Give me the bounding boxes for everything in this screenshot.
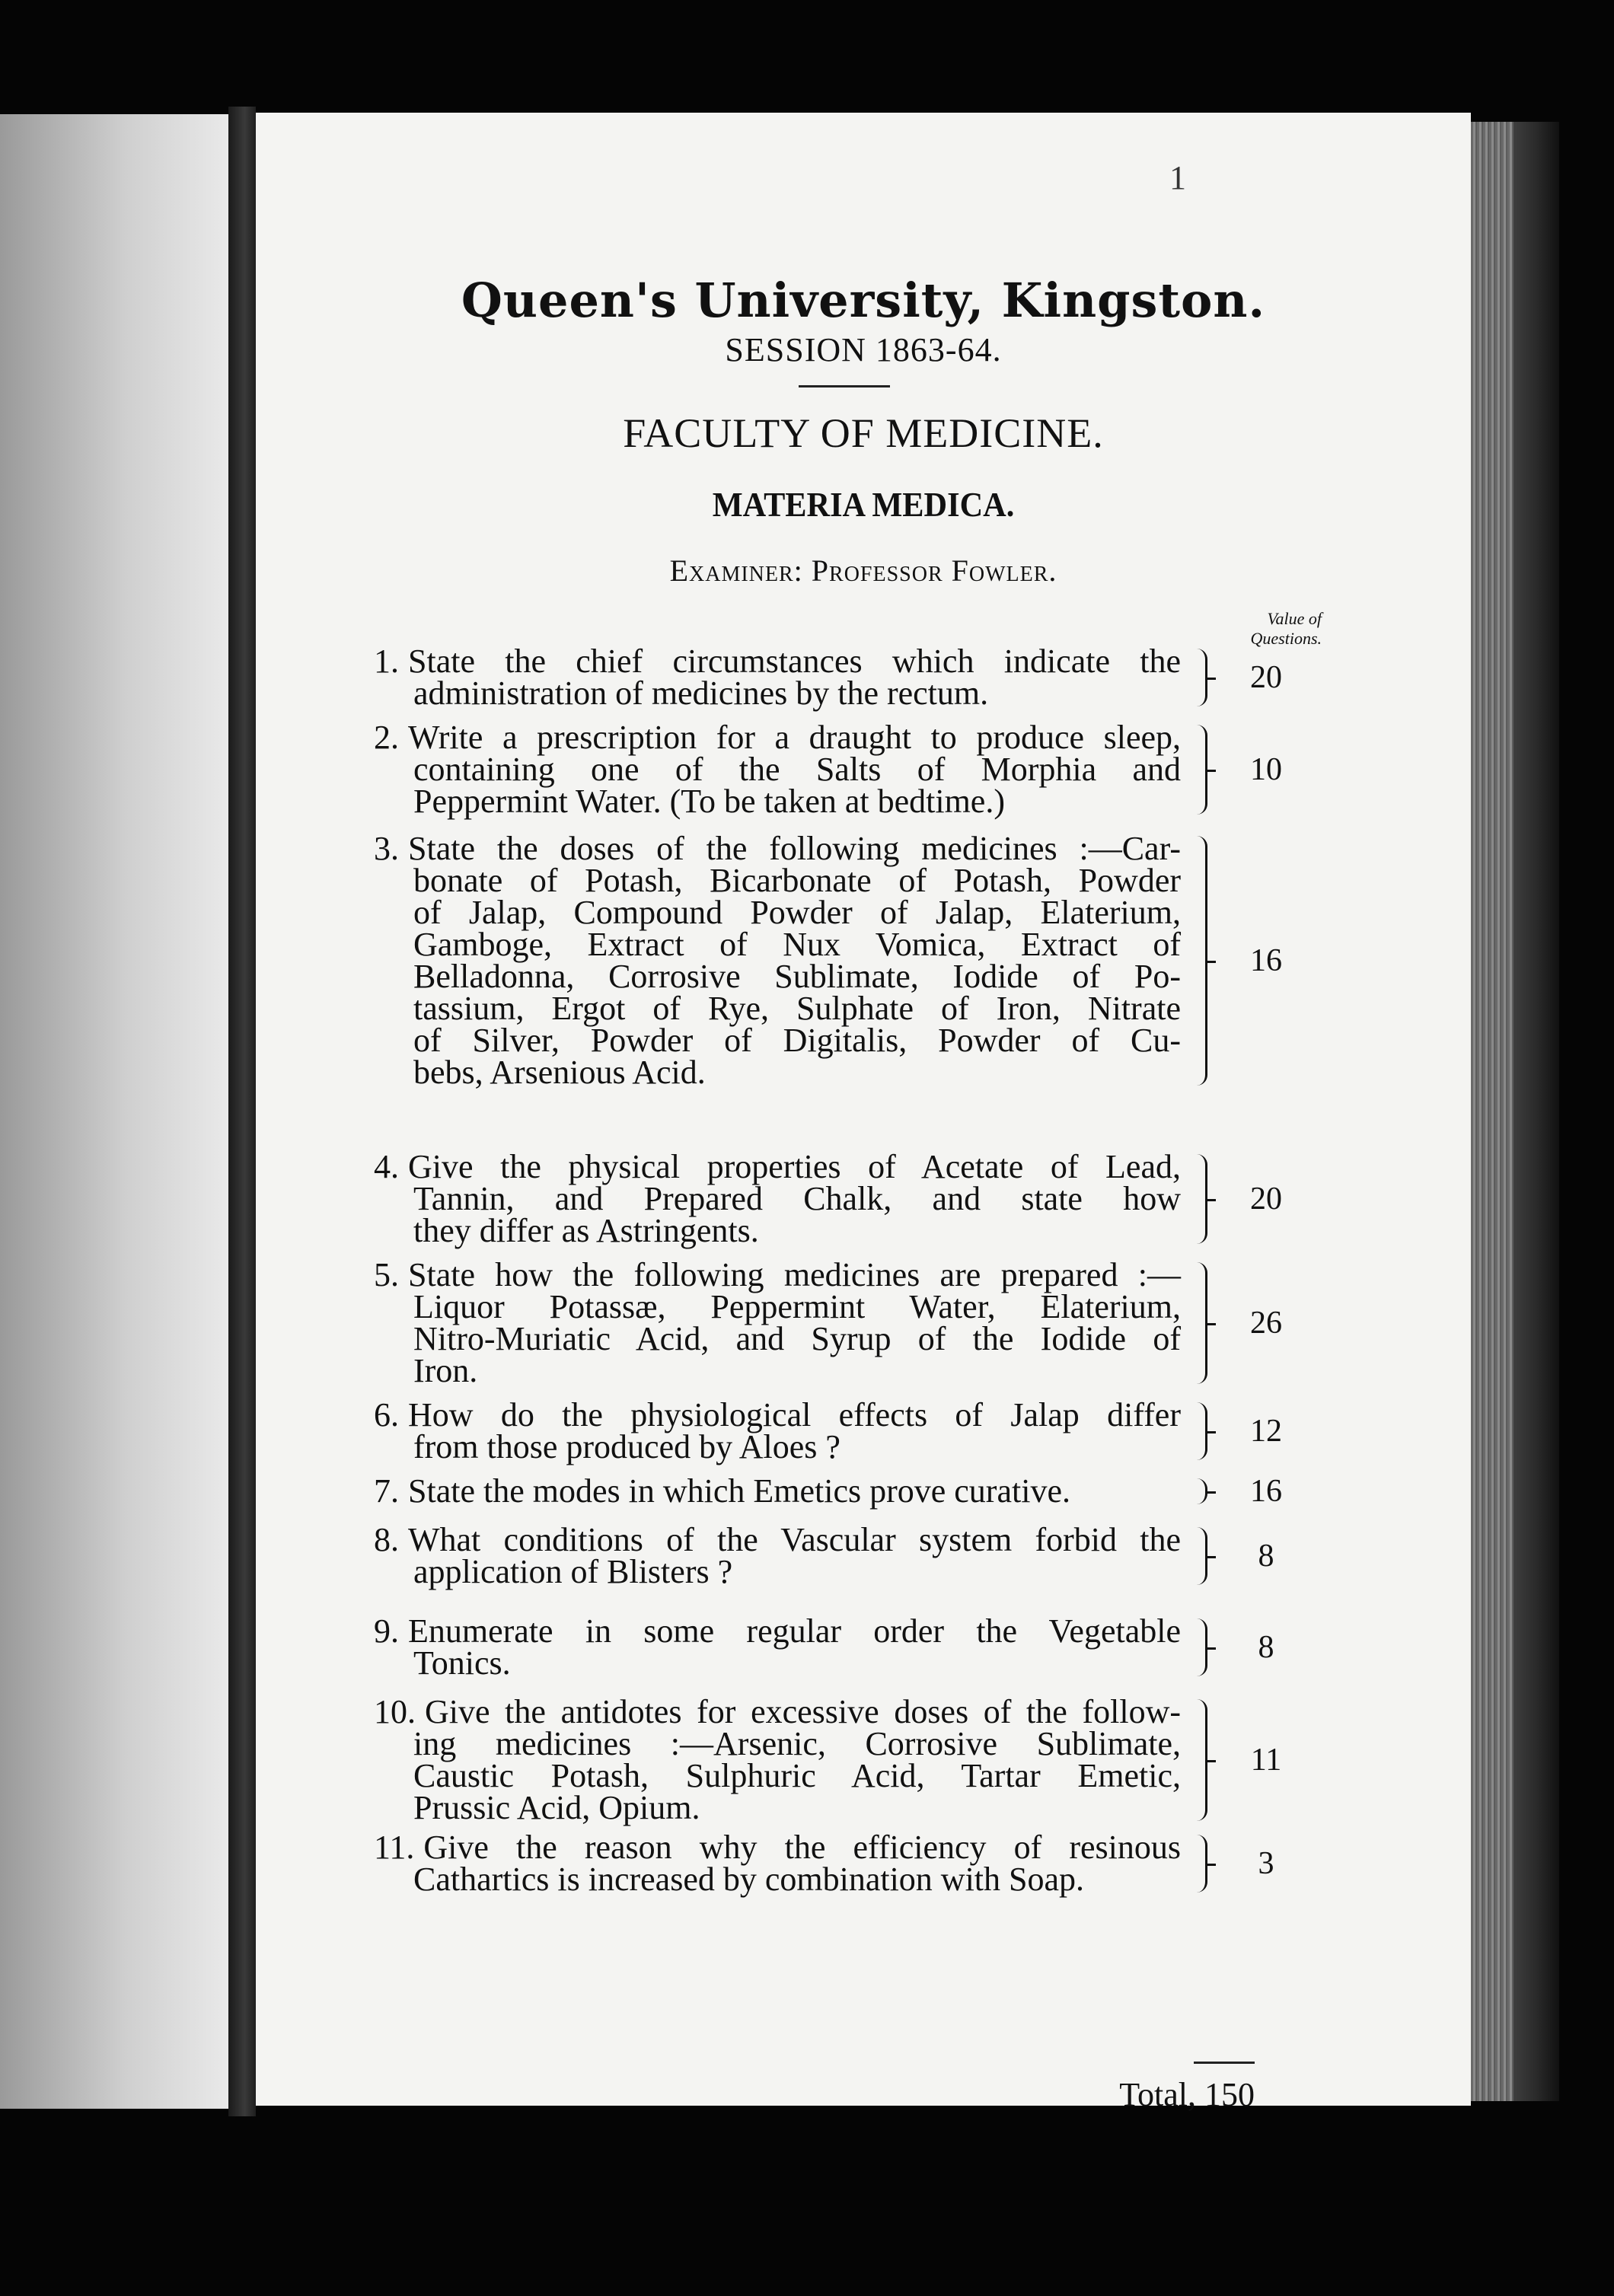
brace-mark: [1195, 1527, 1207, 1585]
question-value: 12: [1250, 1414, 1282, 1449]
question-line: Iron.: [413, 1352, 478, 1389]
examiner-line: Examiner: Professor Fowler.: [669, 553, 1057, 588]
book-cover-edge: [1514, 122, 1559, 2101]
value-heading-line2: Questions.: [1250, 629, 1322, 648]
document-page: [256, 113, 1471, 2113]
question-line: State the modes in which Emetics prove curative.: [408, 1472, 1070, 1510]
question-text: [374, 1396, 1181, 1465]
question-item: [374, 830, 1440, 1091]
question-line: Cathartics is increased by combination with Soap.: [413, 1861, 1085, 1898]
question-line: application of Blisters ?: [413, 1553, 733, 1590]
question-line: Gamboge, Extract of Nux Vomica, Extract of: [413, 926, 1181, 963]
question-line: administration of medicines by the rectum.: [413, 674, 989, 712]
question-line: State how the following medicines are prepared :—: [408, 1256, 1181, 1293]
question-line: from those produced by Aloes ?: [413, 1428, 840, 1465]
question-line: Tannin, and Prepared Chalk, and state how: [413, 1180, 1181, 1217]
brace-mark: [1195, 1402, 1207, 1460]
question-line: State the chief circumstances which indicate the: [408, 643, 1181, 680]
question-value: 20: [1250, 660, 1282, 695]
page-stack-edge: [1471, 122, 1514, 2101]
question-text: [374, 1829, 1181, 1898]
question-value: 16: [1250, 943, 1282, 978]
question-line: Nitro-Muriatic Acid, and Syrup of the Iodide of: [413, 1320, 1181, 1357]
question-item: [374, 1612, 1440, 1682]
question-number: 2.: [374, 719, 399, 756]
question-text: [374, 1521, 1181, 1590]
question-first-line: [374, 1612, 1181, 1650]
question-value: 8: [1258, 1539, 1274, 1574]
question-line: Prussic Acid, Opium.: [413, 1789, 700, 1826]
question-line: they differ as Astringents.: [413, 1212, 759, 1249]
question-item: [374, 1256, 1440, 1389]
question-line: What conditions of the Vascular system forbid the: [408, 1521, 1181, 1558]
question-first-line: [374, 1472, 1181, 1510]
page-mark: 1: [1169, 159, 1186, 196]
question-line: Enumerate in some regular order the Vegetable: [408, 1612, 1181, 1650]
question-number: 1.: [374, 643, 399, 680]
question-value: 20: [1250, 1181, 1282, 1217]
brace-mark: [1195, 836, 1207, 1086]
question-number: 7.: [374, 1472, 399, 1510]
question-number: 8.: [374, 1521, 399, 1558]
question-first-line: [374, 1396, 1181, 1433]
question-value: 26: [1250, 1306, 1282, 1341]
question-first-line: [374, 1148, 1181, 1185]
question-number: 6.: [374, 1396, 399, 1433]
question-item: [374, 1396, 1440, 1465]
question-text: [374, 643, 1181, 712]
question-line: bonate of Potash, Bicarbonate of Potash, Powder: [413, 862, 1181, 899]
question-first-line: [374, 643, 1181, 680]
question-number: 4.: [374, 1148, 399, 1185]
question-line: of Silver, Powder of Digitalis, Powder of Cu-: [413, 1022, 1181, 1059]
question-line: of Jalap, Compound Powder of Jalap, Elaterium,: [413, 894, 1181, 931]
question-line: Give the physical properties of Acetate of Lead,: [408, 1148, 1181, 1185]
question-number: 3.: [374, 830, 399, 867]
question-value: 10: [1250, 752, 1282, 787]
question-line: Liquor Potassæ, Peppermint Water, Elaterium,: [413, 1288, 1181, 1325]
question-text: [374, 830, 1181, 1091]
left-page-edge: [0, 114, 228, 2109]
question-item: [374, 1521, 1440, 1590]
question-line: Tonics.: [413, 1644, 511, 1682]
question-line: Give the antidotes for excessive doses of the follow-: [425, 1693, 1181, 1730]
question-text: [374, 1693, 1181, 1826]
question-number: 11.: [374, 1829, 415, 1866]
question-first-line: [374, 1256, 1181, 1293]
brace-mark: [1195, 1618, 1207, 1676]
question-item: [374, 1693, 1440, 1826]
question-line: Write a prescription for a draught to produce sleep,: [408, 719, 1181, 756]
question-line: State the doses of the following medicines :—Car-: [408, 830, 1181, 867]
brace-mark: [1195, 725, 1207, 815]
question-item: [374, 1472, 1440, 1510]
question-value: 11: [1250, 1743, 1282, 1778]
question-line: Give the reason why the efficiency of resinous: [423, 1829, 1181, 1866]
brace-mark: [1195, 1699, 1207, 1821]
question-text: [374, 1612, 1181, 1682]
question-value: 3: [1258, 1846, 1274, 1881]
total-value: 150: [1204, 2076, 1255, 2113]
question-value: 8: [1258, 1630, 1274, 1665]
session-heading: SESSION 1863-64.: [725, 331, 1002, 368]
question-number: 10.: [374, 1693, 416, 1730]
total-line: [1017, 2075, 1255, 2114]
question-value: 16: [1250, 1474, 1282, 1509]
faculty-heading: FACULTY OF MEDICINE.: [623, 410, 1104, 456]
brace-mark: [1195, 1154, 1207, 1244]
total-label: Total,: [1119, 2076, 1196, 2113]
question-text: [374, 1472, 1181, 1510]
question-first-line: [374, 1829, 1181, 1866]
question-line: bebs, Arsenious Acid.: [413, 1054, 706, 1091]
total-rule: [1194, 2062, 1255, 2064]
brace-mark: [1195, 649, 1207, 706]
university-heading: Queen's University, Kingston.: [461, 273, 1266, 328]
value-heading-line1: Value of: [1267, 609, 1322, 628]
question-first-line: [374, 719, 1181, 756]
question-line: containing one of the Salts of Morphia and: [413, 751, 1181, 788]
question-line: Belladonna, Corrosive Sublimate, Iodide of Po-: [413, 958, 1181, 995]
question-number: 9.: [374, 1612, 399, 1650]
heading-rule: [799, 385, 890, 387]
question-line: tassium, Ergot of Rye, Sulphate of Iron, Nitrate: [413, 990, 1181, 1027]
question-first-line: [374, 1521, 1181, 1558]
brace-mark: [1195, 1478, 1207, 1504]
question-line: ing medicines :—Arsenic, Corrosive Sublimate,: [413, 1725, 1181, 1762]
question-first-line: [374, 830, 1181, 867]
question-line: Caustic Potash, Sulphuric Acid, Tartar Emetic,: [413, 1757, 1181, 1794]
value-of-questions-heading: [1192, 609, 1322, 649]
question-item: [374, 1148, 1440, 1249]
brace-mark: [1195, 1835, 1207, 1893]
subject-heading: MATERIA MEDICA.: [712, 485, 1015, 524]
book-gutter: [228, 107, 256, 2116]
question-first-line: [374, 1693, 1181, 1730]
question-text: [374, 719, 1181, 820]
question-line: Peppermint Water. (To be taken at bedtime.): [413, 783, 1005, 820]
question-line: How do the physiological effects of Jalap differ: [408, 1396, 1181, 1433]
brace-mark: [1195, 1262, 1207, 1384]
question-number: 5.: [374, 1256, 399, 1293]
question-text: [374, 1256, 1181, 1389]
question-text: [374, 1148, 1181, 1249]
